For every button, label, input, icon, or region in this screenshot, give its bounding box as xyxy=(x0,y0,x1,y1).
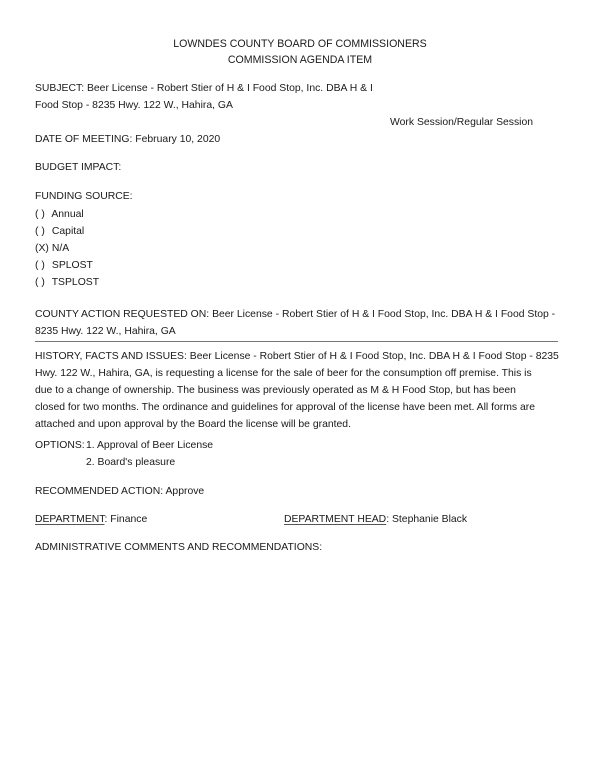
department: DEPARTMENT: Finance xyxy=(35,514,148,525)
county-action-value-1: Beer License - Robert Stier of H & I Food Stop, Inc. DBA H & I Food Stop - xyxy=(212,309,556,320)
options-label: OPTIONS: xyxy=(35,440,85,451)
funding-option-label: TSPLOST xyxy=(51,277,100,288)
history-label: HISTORY, FACTS AND ISSUES: xyxy=(35,351,187,362)
department-head-label: DEPARTMENT HEAD xyxy=(284,514,387,525)
funding-option-annual xyxy=(35,206,84,223)
date-of-meeting xyxy=(35,131,220,148)
option-item-2: 2. Board's pleasure xyxy=(86,457,176,468)
funding-option-label: Capital xyxy=(51,226,85,237)
department-head: DEPARTMENT HEAD: Stephanie Black xyxy=(284,514,468,525)
county-action-label: COUNTY ACTION REQUESTED ON: xyxy=(35,309,210,320)
checkbox-mark-checked: (X) xyxy=(35,243,49,254)
funding-option-label: SPLOST xyxy=(51,260,93,271)
subject-label: SUBJECT: xyxy=(35,83,85,94)
funding-option-label: N/A xyxy=(51,243,70,254)
subject-line-1 xyxy=(35,80,373,97)
funding-option-capital xyxy=(35,223,84,240)
funding-option-label: Annual xyxy=(51,209,84,220)
checkbox-mark: ( ) xyxy=(35,277,45,288)
section-divider xyxy=(35,341,558,342)
doc-type-title: COMMISSION AGENDA ITEM xyxy=(227,54,373,66)
history-line-1: HISTORY, FACTS AND ISSUES: Beer License - Robert Stier of H & I Food Stop, Inc. DBA H & I Food Stop - 8235 xyxy=(35,351,559,362)
history-facts-issues xyxy=(35,348,563,433)
funding-option-tsplost xyxy=(35,274,99,291)
department-label: DEPARTMENT xyxy=(35,514,105,525)
recommended-action xyxy=(35,483,204,500)
budget-impact xyxy=(35,159,121,176)
option-item-1: 1. Approval of Beer License xyxy=(86,440,214,451)
subject-value-1: Beer License - Robert Stier of H & I Food Stop, Inc. DBA H & I xyxy=(86,83,373,94)
subject-value-2: Food Stop - 8235 Hwy. 122 W., Hahira, GA xyxy=(35,100,233,111)
funding-source-label: FUNDING SOURCE: xyxy=(35,191,133,202)
funding-option-splost xyxy=(35,257,93,274)
org-title: LOWNDES COUNTY BOARD OF COMMISSIONERS xyxy=(173,38,427,50)
recommended-action-label: RECOMMENDED ACTION: xyxy=(35,486,164,497)
checkbox-mark: ( ) xyxy=(35,260,45,271)
history-line-5: attached and upon approval by the Board the license will be granted. xyxy=(35,419,351,430)
recommended-action-value: Approve xyxy=(165,486,205,497)
admin-comments-label: ADMINISTRATIVE COMMENTS AND RECOMMENDATIONS: xyxy=(35,542,323,553)
session-type: Work Session/Regular Session xyxy=(390,117,534,128)
department-value: Finance xyxy=(110,514,148,525)
funding-option-na xyxy=(35,240,69,257)
county-action-value-2: 8235 Hwy. 122 W., Hahira, GA xyxy=(35,326,176,337)
county-action-line-1 xyxy=(35,306,555,323)
history-line-2: Hwy. 122 W., Hahira, GA, is requesting a license for the sale of beer for the consumption off premise. This is xyxy=(35,368,532,379)
history-line-3: due to a change of ownership. The business was previously operated as M & H Food Stop, but has been xyxy=(35,385,516,396)
checkbox-mark: ( ) xyxy=(35,226,45,237)
checkbox-mark: ( ) xyxy=(35,209,45,220)
budget-impact-label: BUDGET IMPACT: xyxy=(35,162,122,173)
date-label: DATE OF MEETING: xyxy=(35,134,133,145)
department-head-value: Stephanie Black xyxy=(391,514,468,525)
history-line-4: closed for two months. The ordinance and guidelines for approval of the license have been met. All forms are xyxy=(35,402,535,413)
date-value: February 10, 2020 xyxy=(135,134,221,145)
